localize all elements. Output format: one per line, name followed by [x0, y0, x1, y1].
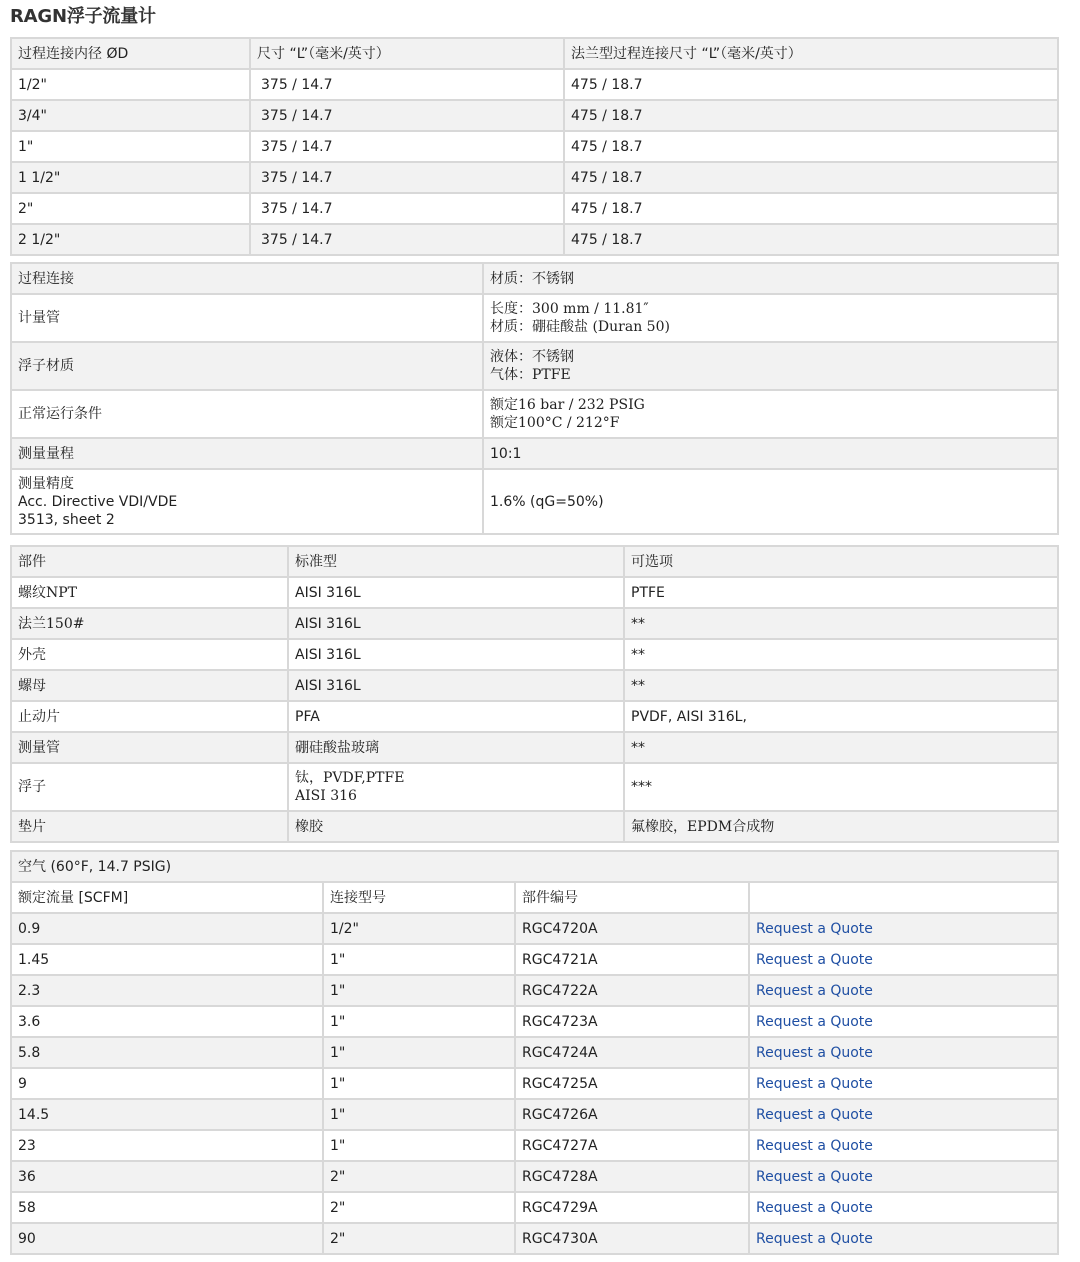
dimensions-header-cell: 尺寸 “L”（毫米/英寸）: [251, 39, 563, 68]
spec-label-line: 计量管: [18, 310, 60, 326]
dimensions-cell: 3/4": [12, 101, 249, 130]
request-quote-link[interactable]: Request a Quote: [756, 1106, 873, 1123]
spec-value: [484, 439, 1057, 468]
spec-value: [484, 295, 1057, 341]
spec-row: [12, 439, 1057, 468]
air-cell: RGC4721A: [516, 945, 748, 974]
spec-value-line: 气体：PTFE: [490, 367, 571, 383]
dimensions-cell: 2 1/2": [12, 225, 249, 254]
dimensions-cell: 475 / 18.7: [565, 194, 1057, 223]
request-quote-link[interactable]: Request a Quote: [756, 920, 873, 937]
air-cell: RGC4723A: [516, 1007, 748, 1036]
air-cell: 58: [12, 1193, 322, 1222]
material-standard: [289, 702, 623, 731]
material-standard: [289, 609, 623, 638]
spec-row: [12, 470, 1057, 533]
air-quote-cell: [750, 914, 1057, 943]
air-quote-cell: [750, 945, 1057, 974]
air-cell: 1": [324, 1100, 514, 1129]
air-cell: 1.45: [12, 945, 322, 974]
spec-value: [484, 470, 1057, 533]
dimensions-cell: 375 / 14.7: [251, 163, 563, 192]
dimensions-row: [12, 194, 1057, 223]
air-row: [12, 1007, 1057, 1036]
air-cell: 36: [12, 1162, 322, 1191]
air-cell: RGC4725A: [516, 1069, 748, 1098]
spec-label-line: 浮子材质: [18, 358, 74, 374]
air-header-cell: 部件编号: [516, 883, 748, 912]
spec-label: [12, 439, 482, 468]
dimensions-cell: 475 / 18.7: [565, 70, 1057, 99]
air-cell: 5.8: [12, 1038, 322, 1067]
air-row: [12, 945, 1057, 974]
materials-row: [12, 640, 1057, 669]
air-cell: RGC4724A: [516, 1038, 748, 1067]
material-part: 螺母: [12, 671, 287, 700]
spec-value-line: 液体：不锈钢: [490, 349, 574, 365]
material-optional: 氟橡胶，EPDM合成物: [625, 812, 1057, 841]
dimensions-row: [12, 225, 1057, 254]
dimensions-cell: 375 / 14.7: [251, 70, 563, 99]
dimensions-cell: 375 / 14.7: [251, 225, 563, 254]
air-cell: RGC4727A: [516, 1131, 748, 1160]
material-standard-line: 钛，PVDF,PTFE: [295, 770, 405, 786]
dimensions-header-cell: 法兰型过程连接尺寸 “L”（毫米/英寸）: [565, 39, 1057, 68]
air-cell: 1": [324, 1131, 514, 1160]
request-quote-link[interactable]: Request a Quote: [756, 1137, 873, 1154]
spec-row: [12, 343, 1057, 389]
spec-value-line: 额定16 bar / 232 PSIG: [490, 397, 645, 413]
air-row: [12, 1193, 1057, 1222]
air-row: [12, 1100, 1057, 1129]
materials-row: [12, 764, 1057, 810]
air-cell: 2": [324, 1162, 514, 1191]
air-cell: 90: [12, 1224, 322, 1253]
material-part: 法兰150#: [12, 609, 287, 638]
material-standard-line: 硼硅酸盐玻璃: [295, 739, 379, 756]
spec-value-line: 材质：硼硅酸盐 (Duran 50): [490, 319, 670, 335]
spec-label: [12, 470, 482, 533]
air-cell: 23: [12, 1131, 322, 1160]
air-cell: RGC4722A: [516, 976, 748, 1005]
material-standard-line: AISI 316L: [295, 677, 361, 694]
air-quote-cell: [750, 1100, 1057, 1129]
air-cell: RGC4728A: [516, 1162, 748, 1191]
air-flow-table: [10, 850, 1059, 1255]
material-standard: [289, 578, 623, 607]
dimensions-cell: 375 / 14.7: [251, 101, 563, 130]
air-cell: RGC4726A: [516, 1100, 748, 1129]
spec-label-line: 过程连接: [18, 270, 74, 287]
spec-label: [12, 343, 482, 389]
air-cell: 14.5: [12, 1100, 322, 1129]
air-cell: 9: [12, 1069, 322, 1098]
spec-value: [484, 343, 1057, 389]
request-quote-link[interactable]: Request a Quote: [756, 1044, 873, 1061]
request-quote-link[interactable]: Request a Quote: [756, 982, 873, 999]
air-quote-cell: [750, 1038, 1057, 1067]
air-row: [12, 1224, 1057, 1253]
material-optional: **: [625, 671, 1057, 700]
material-standard-line: AISI 316L: [295, 615, 361, 632]
spec-row: [12, 391, 1057, 437]
air-cell: 1": [324, 1007, 514, 1036]
dimensions-row: [12, 101, 1057, 130]
spec-value-line: 长度：300 mm / 11.81″: [490, 301, 649, 317]
air-quote-cell: [750, 976, 1057, 1005]
air-header-cell: [750, 883, 1057, 912]
material-part: 垫片: [12, 812, 287, 841]
dimensions-row: [12, 132, 1057, 161]
dimensions-cell: 475 / 18.7: [565, 132, 1057, 161]
material-standard-line: PFA: [295, 708, 320, 725]
specifications-table: [10, 262, 1059, 535]
material-standard-line: 橡胶: [295, 818, 323, 835]
request-quote-link[interactable]: Request a Quote: [756, 1230, 873, 1247]
material-standard: [289, 733, 623, 762]
dimensions-cell: 1": [12, 132, 249, 161]
dimensions-header-cell: 过程连接内径 ØD: [12, 39, 249, 68]
air-cell: 0.9: [12, 914, 322, 943]
air-header-row: [12, 883, 1057, 912]
spec-label-line: 测量量程: [18, 445, 74, 462]
material-optional: **: [625, 640, 1057, 669]
dimensions-row: [12, 163, 1057, 192]
materials-row: [12, 609, 1057, 638]
air-cell: 1": [324, 1069, 514, 1098]
air-row: [12, 1069, 1057, 1098]
materials-row: [12, 733, 1057, 762]
materials-row: [12, 812, 1057, 841]
spec-value-line: 材质：不锈钢: [490, 270, 574, 287]
spec-label-line: 测量精度: [18, 475, 74, 492]
air-cell: 2": [324, 1224, 514, 1253]
materials-row: [12, 702, 1057, 731]
dimensions-cell: 475 / 18.7: [565, 163, 1057, 192]
air-header-cell: 连接型号: [324, 883, 514, 912]
material-part: 外壳: [12, 640, 287, 669]
material-part: 测量管: [12, 733, 287, 762]
materials-header-row: [12, 547, 1057, 576]
dimensions-table: [10, 37, 1059, 256]
materials-header-cell: 可选项: [625, 547, 1057, 576]
air-row: [12, 1038, 1057, 1067]
air-quote-cell: [750, 1224, 1057, 1253]
air-quote-cell: [750, 1007, 1057, 1036]
material-standard: [289, 671, 623, 700]
air-caption: 空气 (60°F, 14.7 PSIG): [12, 852, 1057, 881]
spec-row: [12, 264, 1057, 293]
spec-value: [484, 391, 1057, 437]
dimensions-header-row: [12, 39, 1057, 68]
air-header-cell: 额定流量 [SCFM]: [12, 883, 322, 912]
spec-label-line: 3513, sheet 2: [18, 511, 115, 528]
dimensions-cell: 1/2": [12, 70, 249, 99]
dimensions-cell: 1 1/2": [12, 163, 249, 192]
spec-value-line: 额定100°C / 212°F: [490, 415, 620, 431]
material-optional: PTFE: [625, 578, 1057, 607]
material-optional: ***: [625, 764, 1057, 810]
request-quote-link[interactable]: Request a Quote: [756, 1075, 873, 1092]
air-row: [12, 914, 1057, 943]
dimensions-cell: 475 / 18.7: [565, 225, 1057, 254]
spec-value-line: 1.6% (qG=50%): [490, 493, 604, 510]
air-cell: RGC4730A: [516, 1224, 748, 1253]
material-optional: **: [625, 733, 1057, 762]
dimensions-cell: 375 / 14.7: [251, 194, 563, 223]
spec-value-line: 10:1: [490, 445, 522, 462]
air-cell: RGC4729A: [516, 1193, 748, 1222]
spec-label-line: 正常运行条件: [18, 406, 102, 422]
dimensions-cell: 375 / 14.7: [251, 132, 563, 161]
air-row: [12, 1131, 1057, 1160]
material-part: 螺纹NPT: [12, 578, 287, 607]
material-optional: PVDF, AISI 316L,: [625, 702, 1057, 731]
materials-row: [12, 578, 1057, 607]
request-quote-link[interactable]: Request a Quote: [756, 1013, 873, 1030]
spec-label: [12, 264, 482, 293]
air-caption-row: [12, 852, 1057, 881]
air-row: [12, 976, 1057, 1005]
air-cell: 1": [324, 976, 514, 1005]
spec-row: [12, 295, 1057, 341]
air-row: [12, 1162, 1057, 1191]
air-cell: 1": [324, 1038, 514, 1067]
material-part: 浮子: [12, 764, 287, 810]
spec-label-line: Acc. Directive VDI/VDE: [18, 493, 178, 510]
materials-row: [12, 671, 1057, 700]
material-standard-line: AISI 316: [295, 788, 357, 804]
materials-table: [10, 545, 1059, 843]
material-standard: [289, 812, 623, 841]
materials-header-cell: 部件: [12, 547, 287, 576]
spec-value: [484, 264, 1057, 293]
air-cell: 1/2": [324, 914, 514, 943]
request-quote-link[interactable]: Request a Quote: [756, 1199, 873, 1216]
air-quote-cell: [750, 1162, 1057, 1191]
request-quote-link[interactable]: Request a Quote: [756, 1168, 873, 1185]
material-standard-line: AISI 316L: [295, 646, 361, 663]
air-quote-cell: [750, 1131, 1057, 1160]
page-title: RAGN浮子流量计: [10, 6, 156, 27]
material-optional: **: [625, 609, 1057, 638]
dimensions-cell: 2": [12, 194, 249, 223]
spec-label: [12, 295, 482, 341]
material-standard: [289, 764, 623, 810]
material-standard: [289, 640, 623, 669]
air-quote-cell: [750, 1069, 1057, 1098]
air-cell: 3.6: [12, 1007, 322, 1036]
request-quote-link[interactable]: Request a Quote: [756, 951, 873, 968]
air-cell: 2": [324, 1193, 514, 1222]
dimensions-cell: 475 / 18.7: [565, 101, 1057, 130]
air-quote-cell: [750, 1193, 1057, 1222]
dimensions-row: [12, 70, 1057, 99]
material-standard-line: AISI 316L: [295, 584, 361, 601]
materials-header-cell: 标准型: [289, 547, 623, 576]
material-part: 止动片: [12, 702, 287, 731]
air-cell: 2.3: [12, 976, 322, 1005]
air-cell: RGC4720A: [516, 914, 748, 943]
spec-label: [12, 391, 482, 437]
air-cell: 1": [324, 945, 514, 974]
